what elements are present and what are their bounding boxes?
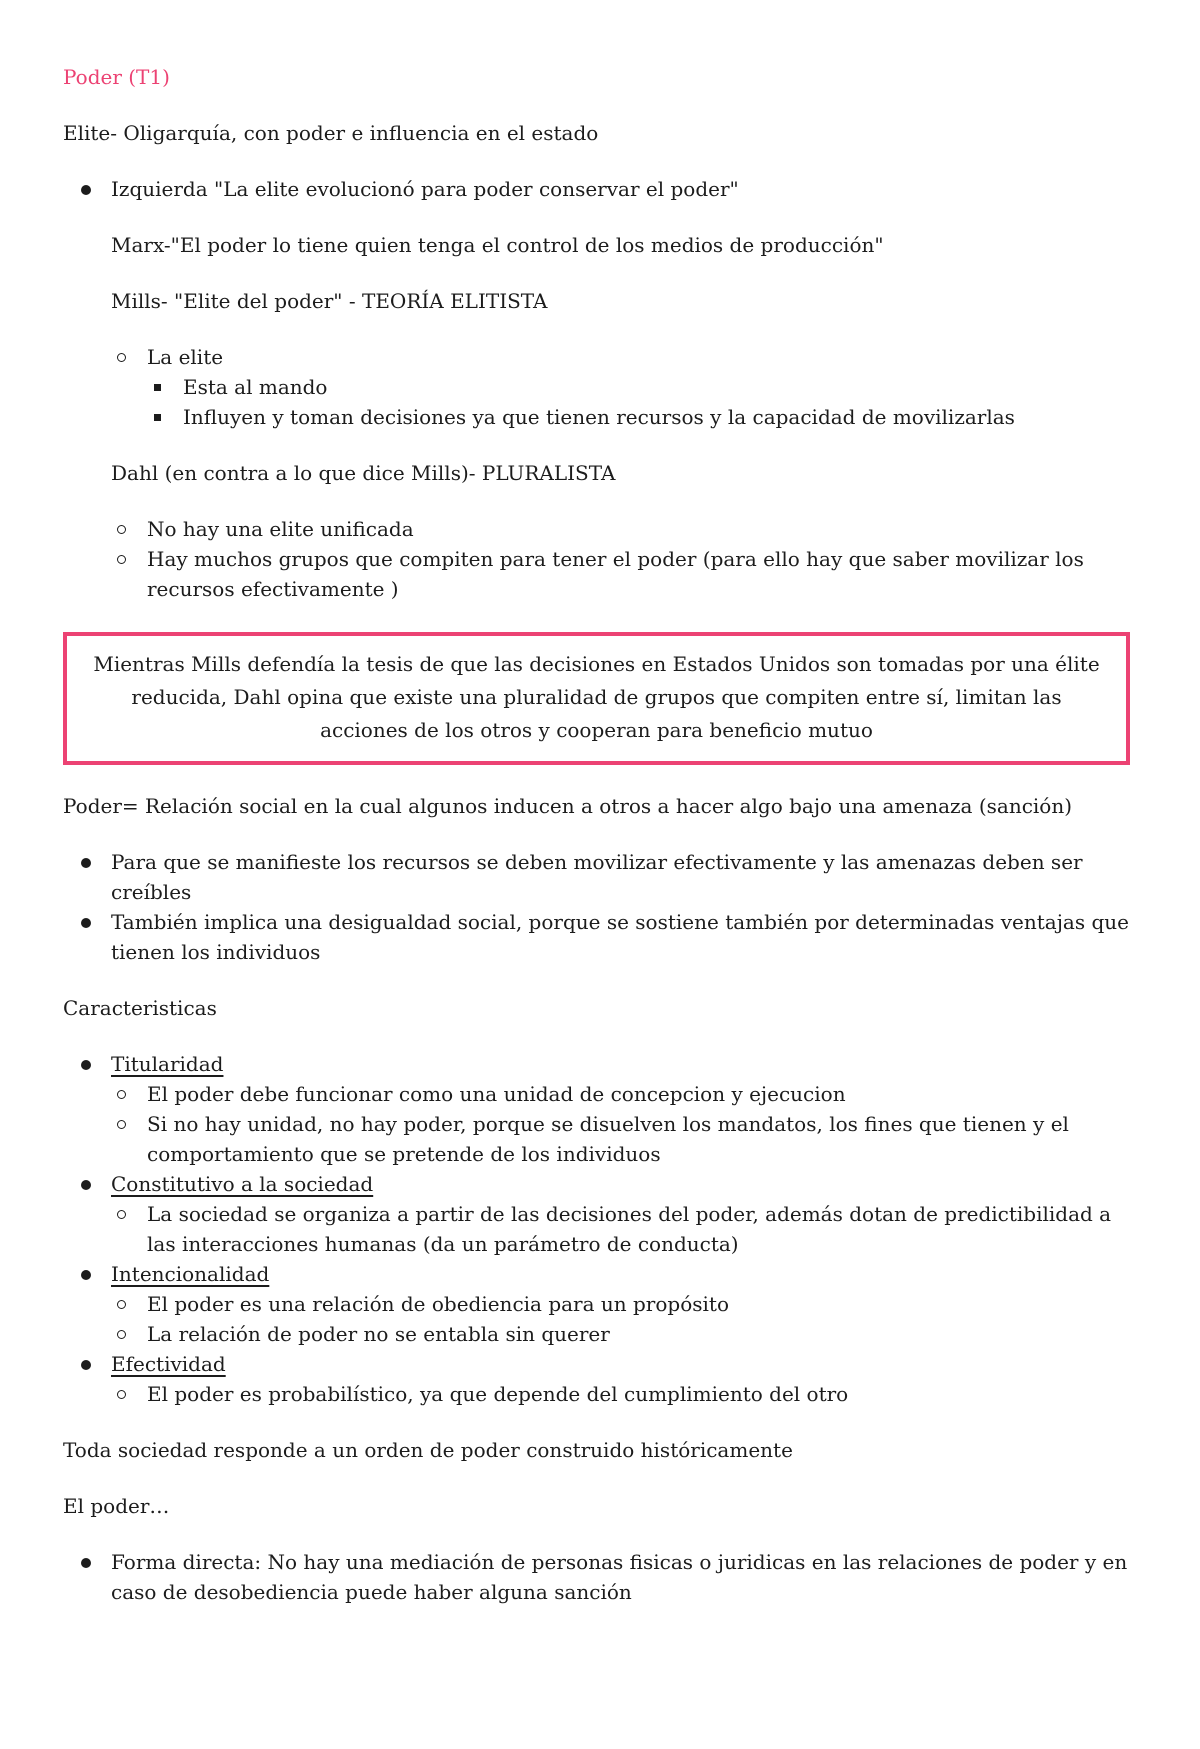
paragraph-poder-definicion: Poder= Relación social en la cual algunos inducen a otros a hacer algo bajo una amenaza (sanción) <box>63 794 1073 818</box>
list-constitutivo-subs <box>111 1199 1130 1259</box>
list-item-efectividad <box>63 1349 1130 1409</box>
list-formas <box>63 1547 1130 1607</box>
sub-item-intencionalidad-0: El poder es una relación de obediencia para un propósito <box>111 1289 1130 1319</box>
paragraph-toda-sociedad: Toda sociedad responde a un orden de poder construido históricamente <box>63 1438 793 1462</box>
list-dahl <box>111 514 1130 604</box>
list-caracteristicas <box>63 1049 1130 1409</box>
list-poder <box>63 847 1130 967</box>
list-item-dahl-1: Hay muchos grupos que compiten para tener el poder (para ello hay que saber movilizar los recursos efectivamente ) <box>111 544 1130 604</box>
label-titularidad: Titularidad <box>111 1052 224 1076</box>
list-item-poder-1: También implica una desigualdad social, porque se sostiene también por determinadas ventajas que tienen los individuos <box>63 907 1130 967</box>
document-title: Poder (T1) <box>63 65 170 89</box>
list-item-la-elite <box>111 342 1130 432</box>
list-intencionalidad-subs <box>111 1289 1130 1349</box>
sub-item-constitutivo-0: La sociedad se organiza a partir de las decisiones del poder, además dotan de predictibilidad a las interacciones humanas (da un parámetro de conducta) <box>111 1199 1130 1259</box>
paragraph-dahl: Dahl (en contra a lo que dice Mills)- PLURALISTA <box>111 461 616 485</box>
list-titularidad-subs <box>111 1079 1130 1169</box>
callout-text: Mientras Mills defendía la tesis de que las decisiones en Estados Unidos son tomadas por una élite reducida, Dahl opina que existe una pluralidad de grupos que compiten entre sí, limitan las acciones de los otros y cooperan para beneficio mutuo <box>93 652 1100 742</box>
label-constitutivo: Constitutivo a la sociedad <box>111 1172 374 1196</box>
paragraph-marx: Marx-"El poder lo tiene quien tenga el control de los medios de producción" <box>111 233 884 257</box>
sub-item-titularidad-1: Si no hay unidad, no hay poder, porque se disuelven los mandatos, los fines que tienen y el comportamiento que se pretende de los individuos <box>111 1109 1130 1169</box>
paragraph-elite: Elite- Oligarquía, con poder e influencia en el estado <box>63 121 599 145</box>
callout-box <box>63 632 1130 765</box>
list-item-forma-directa: Forma directa: No hay una mediación de personas fisicas o juridicas en las relaciones de poder y en caso de desobediencia puede haber alguna sanción <box>63 1547 1130 1607</box>
list-item-constitutivo <box>63 1169 1130 1259</box>
list-item-intencionalidad <box>63 1259 1130 1349</box>
list-la-elite <box>111 342 1130 432</box>
paragraph-caracteristicas: Caracteristicas <box>63 996 217 1020</box>
list-item-izquierda: Izquierda "La elite evolucionó para poder conservar el poder" <box>63 174 1130 204</box>
label-intencionalidad: Intencionalidad <box>111 1262 270 1286</box>
sub-item-intencionalidad-1: La relación de poder no se entabla sin querer <box>111 1319 1130 1349</box>
list-efectividad-subs <box>111 1379 1130 1409</box>
list-item-dahl-0: No hay una elite unificada <box>111 514 1130 544</box>
paragraph-mills: Mills- "Elite del poder" - TEORÍA ELITISTA <box>111 289 548 313</box>
paragraph-el-poder: El poder… <box>63 1494 170 1518</box>
sub-item-titularidad-0: El poder debe funcionar como una unidad de concepcion y ejecucion <box>111 1079 1130 1109</box>
la-elite-label: La elite <box>147 345 224 369</box>
sub-item-efectividad-0: El poder es probabilístico, ya que depende del cumplimiento del otro <box>111 1379 1130 1409</box>
list-item-titularidad <box>63 1049 1130 1169</box>
list-elite-items <box>147 372 1130 432</box>
label-efectividad: Efectividad <box>111 1352 226 1376</box>
list-item-poder-0: Para que se manifieste los recursos se deben movilizar efectivamente y las amenazas deben ser creíbles <box>63 847 1130 907</box>
list-izquierda <box>63 174 1130 204</box>
list-item-elite-0: Esta al mando <box>147 372 1130 402</box>
list-item-elite-1: Influyen y toman decisiones ya que tienen recursos y la capacidad de movilizarlas <box>147 402 1130 432</box>
